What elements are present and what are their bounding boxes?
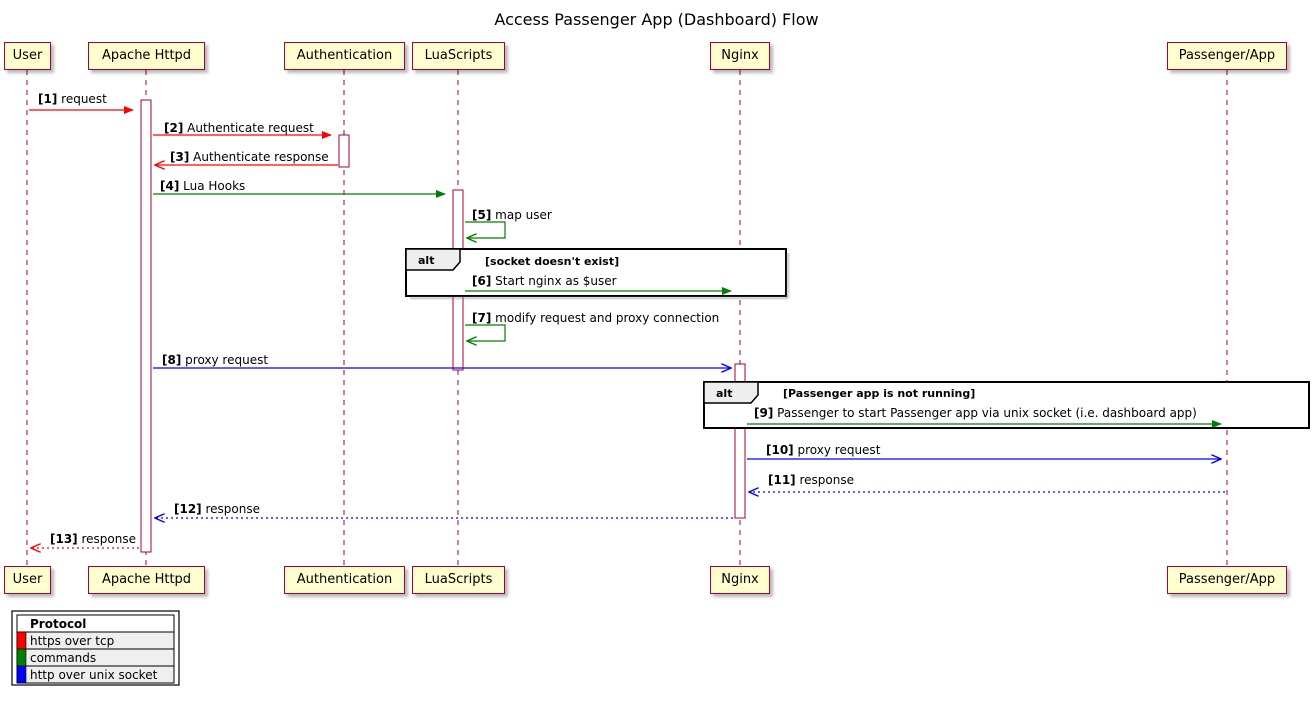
participant-passenger-bottom[interactable]: Passenger/App: [1167, 566, 1287, 594]
message-label-5: [472, 208, 552, 222]
message-number-2: [2]: [164, 121, 184, 135]
message-text-11: response: [799, 473, 855, 487]
participant-luascripts-top[interactable]: LuaScripts: [412, 42, 505, 70]
diagram-title: Access Passenger App (Dashboard) Flow: [494, 10, 819, 29]
message-text-6: Start nginx as $user: [495, 274, 617, 288]
message-text-1: request: [61, 92, 107, 106]
message-label-10: [766, 443, 880, 457]
message-label-9: [754, 406, 1197, 420]
message-label-11: [768, 473, 854, 487]
message-label-2: [164, 121, 314, 135]
message-arrows: [29, 110, 1225, 548]
message-label-4: [160, 179, 245, 193]
message-number-13: [13]: [50, 532, 78, 546]
message-number-1: [1]: [38, 92, 58, 106]
message-text-4: Lua Hooks: [183, 179, 246, 193]
participant-luascripts-bottom[interactable]: LuaScripts: [412, 566, 505, 594]
message-number-10: [10]: [766, 443, 794, 457]
activation-bars: [141, 100, 746, 552]
legend-row-commands: commands: [30, 651, 97, 665]
legend-row-http-unix: http over unix socket: [30, 668, 158, 682]
alt-fragment-condition-2: [Passenger app is not running]: [783, 387, 976, 400]
message-text-13: response: [81, 532, 137, 546]
message-text-3: Authenticate response: [193, 150, 329, 164]
message-number-4: [4]: [160, 179, 180, 193]
message-text-5: map user: [495, 208, 552, 222]
participant-user-bottom[interactable]: User: [4, 566, 51, 594]
legend-title: Protocol: [30, 617, 87, 631]
message-number-5: [5]: [472, 208, 492, 222]
message-label-8: [162, 353, 268, 367]
message-number-12: [12]: [174, 502, 202, 516]
message-text-8: proxy request: [185, 353, 269, 367]
legend-row-https: https over tcp: [30, 634, 115, 648]
message-number-6: [6]: [472, 274, 492, 288]
message-number-7: [7]: [472, 311, 492, 325]
message-label-12: [174, 502, 260, 516]
participant-nginx-bottom[interactable]: Nginx: [710, 566, 770, 594]
participant-nginx-top[interactable]: Nginx: [710, 42, 770, 70]
message-text-9: Passenger to start Passenger app via unix socket (i.e. dashboard app): [777, 406, 1197, 420]
alt-fragment-condition-1: [socket doesn't exist]: [485, 255, 620, 268]
message-label-13: [50, 532, 136, 546]
participant-authentication-bottom[interactable]: Authentication: [284, 566, 405, 594]
alt-fragment-label-1: alt: [418, 254, 435, 267]
participant-apache-bottom[interactable]: Apache Httpd: [88, 566, 205, 594]
message-text-7: modify request and proxy connection: [495, 311, 720, 325]
message-label-3: [170, 150, 329, 164]
message-number-11: [11]: [768, 473, 796, 487]
participant-authentication-top[interactable]: Authentication: [284, 42, 405, 70]
message-text-10: proxy request: [797, 443, 881, 457]
alt-fragment-label-2: alt: [716, 387, 733, 400]
message-number-8: [8]: [162, 353, 182, 367]
participant-apache-top[interactable]: Apache Httpd: [88, 42, 205, 70]
participant-passenger-top[interactable]: Passenger/App: [1167, 42, 1287, 70]
message-text-2: Authenticate request: [187, 121, 314, 135]
participant-user-top[interactable]: User: [4, 42, 51, 70]
message-number-3: [3]: [170, 150, 190, 164]
message-text-12: response: [205, 502, 261, 516]
message-label-6: [472, 274, 617, 288]
message-number-9: [9]: [754, 406, 774, 420]
message-label-1: [38, 92, 107, 106]
message-label-7: [472, 311, 719, 325]
